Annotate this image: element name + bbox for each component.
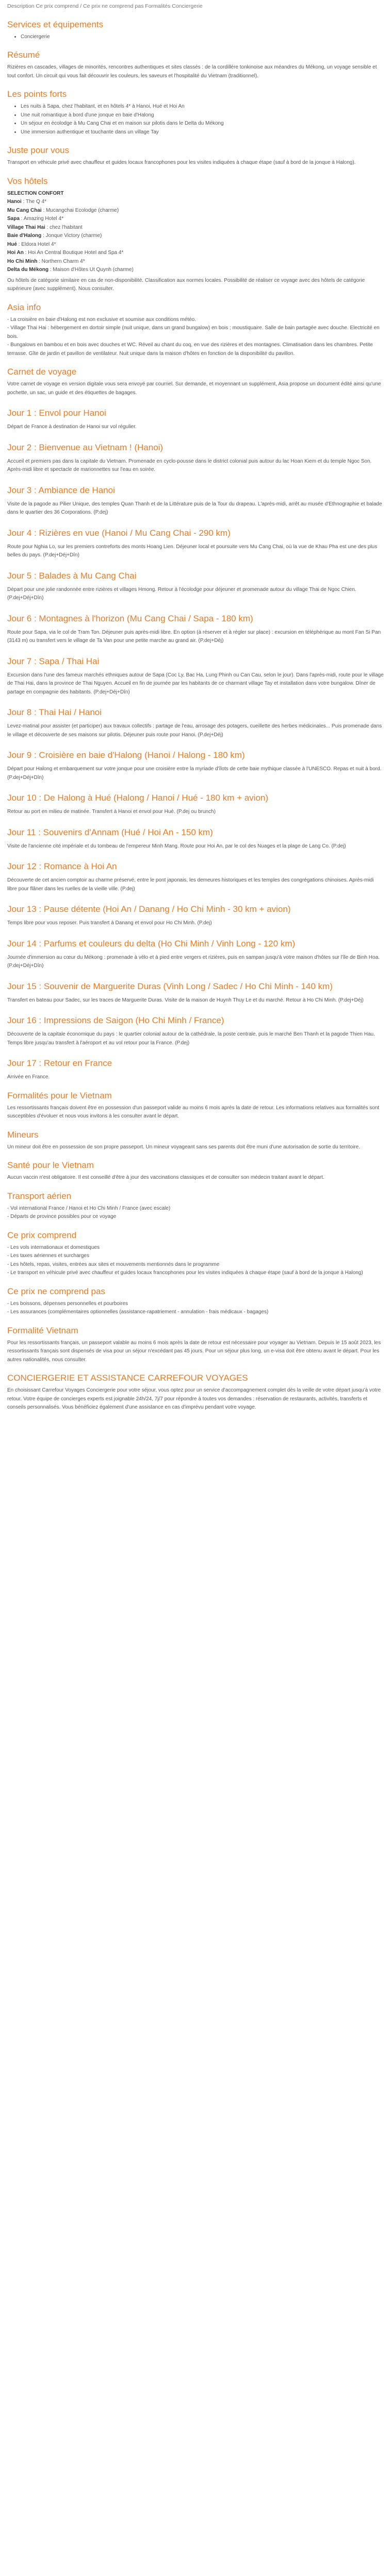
carnet-title: Carnet de voyage [7, 367, 77, 377]
conciergerie-text: En choisissant Carrefour Voyages Conciergerie pour votre séjour, vous optez pour un service d'accompagnement complet dès la veille de votre départ jusqu'à votre retour. Votre équipe de concierges experts est joignable 24h/24, 7j/7 pour répondre à toutes vos demandes : réservation de restaurants, activités, transferts et conseils personnalisés. Vous bénéficiez également d'une assistance en cas d'imprévu pendant votre voyage. [7, 1387, 381, 1410]
juste-title: Juste pour vous [7, 145, 70, 155]
day-section [7, 861, 384, 893]
point-item: • Une nuit romantique à bord d'une jonque en baie d'Halong [21, 111, 384, 120]
asia-list [7, 316, 384, 359]
day-section [7, 485, 384, 517]
hotel-line: Baie d'Halong : Jonque Victory (charme) [7, 233, 102, 239]
hotels-note: Ou hôtels de catégorie similaire en cas de non-disponibilité. Classification aux normes locales. Possibilité de réaliser ce voyage avec des hôtels de catégorie supérieure (avec supplément). Nous consulter. [7, 277, 365, 292]
conciergerie-title: CONCIERGERIE ET ASSISTANCE CARREFOUR VOYAGES [7, 1373, 248, 1383]
day-section [7, 613, 384, 646]
transport-title: Transport aérien [7, 1191, 72, 1201]
day-section [7, 827, 384, 851]
hotel-line: Hanoi : The Q 4* [7, 199, 46, 205]
formalite-vietnam-text: Pour les ressortissants français, un passeport valable au moins 6 mois après la date de retour est nécessaire pour voyager au Vietnam. Depuis le 15 août 2023, les ressortissants français sont dispensés de visa pour un séjour n'excédant pas 45 jours. Pour un séjour plus long, un e-visa doit être obtenu avant le départ. Pour les autres nationalités, nous consulter. [7, 1340, 381, 1363]
day-text: Accueil et premiers pas dans la capitale du Vietnam. Promenade en cyclo-pousse dans le district colonial puis autour du lac Hoan Kiem et du temple Ngoc Son. Après-midi libre et spectacle de marionnettes sur l'eau en soirée. [7, 458, 372, 472]
ne-comprend-item: - Les boissons, dépenses personnelles et pourboires [7, 1300, 128, 1307]
day-text: Route pour Nghia Lo, sur les premiers contreforts des monts Hoang Lien. Déjeuner local et poursuite vers Mu Cang Chai, où la vue de Khau Pha est une des plus belles du pays. (P.dej+Déj+Dîn) [7, 544, 378, 558]
day-section [7, 442, 384, 474]
day-title: Jour 10 : De Halong à Hué (Halong / Hanoi / Hué - 180 km + avion) [7, 793, 269, 803]
day-text: Départ pour Halong et embarquement sur votre jonque pour une croisière entre la myriade d'îlots de cette baie mythique classée à l'UNESCO. Repas et nuit à bord. (P.dej+Déj+Dîn) [7, 766, 382, 781]
hotels-block [7, 190, 384, 294]
day-title: Jour 15 : Souvenir de Marguerite Duras (Vinh Long / Sadec / Ho Chi Minh - 140 km) [7, 981, 333, 991]
asia-item: - Village Thai Hai : hébergement en dortoir simple (nuit unique, dans un grand bungalow) en bois ; moustiquaire. Salle de bain partagée avec douche. Electricité en bois. [7, 325, 380, 340]
sante-text: Aucun vaccin n'est obligatoire. Il est conseillé d'être à jour des vaccinations classiques et de consulter son médecin traitant avant le départ. [7, 1175, 324, 1180]
day-title: Jour 5 : Balades à Mu Cang Chai [7, 570, 137, 581]
transport-item: - Départs de province possibles pour ce voyage [7, 1214, 117, 1219]
ne-comprend-list [7, 1300, 384, 1317]
day-section [7, 570, 384, 603]
day-section [7, 528, 384, 560]
formalite-vietnam-title: Formalité Vietnam [7, 1325, 78, 1335]
point-item: • Les nuits à Sapa, chez l'habitant, et en hôtels 4* à Hanoi, Hué et Hoi An [21, 103, 384, 111]
day-title: Jour 6 : Montagnes à l'horizon (Mu Cang Chai / Sapa - 180 km) [7, 613, 253, 623]
day-section [7, 656, 384, 697]
day-text: Excursion dans l'une des fameux marchés ethniques autour de Sapa (Coc Ly, Bac Ha, Lung Phinh ou Can Cau, selon le jour). Dans l'après-midi, route pour le village de Thai Hai, dans la province de Thai Nguyen. Accueil en fin de journée par les habitants de ce charmant village Tay et installation dans votre bungalow. Dîner de partage en compagnie des habitants. (P.dej+Déj+Dîn) [7, 672, 384, 695]
day-section [7, 904, 384, 928]
hotels-header: SELECTION CONFORT [7, 190, 64, 196]
hotel-line: Ho Chi Minh : Northern Charm 4* [7, 258, 85, 264]
points-list [7, 103, 384, 137]
day-text: Découverte de cet ancien comptoir au charme préservé, entre le pont japonais, les demeures historiques et les temples des congrégations chinoises. Après-midi libre pour flâner dans les ruelles de la vieille ville. (P.dej) [7, 877, 374, 892]
day-title: Jour 4 : Rizières en vue (Hanoi / Mu Cang Chai - 290 km) [7, 528, 231, 538]
ne-comprend-title: Ce prix ne comprend pas [7, 1286, 105, 1296]
day-section [7, 1015, 384, 1047]
day-text: Route pour Sapa, via le col de Tram Ton. Déjeuner puis après-midi libre. En option (à réserver et à régler sur place) : excursion en téléphérique au mont Fan Si Pan (3143 m) ou transfert vers le village de Ta Van pour une petite marche au grand air. (P.dej+Déj) [7, 629, 381, 643]
day-title: Jour 8 : Thai Hai / Hanoi [7, 707, 102, 717]
comprend-title: Ce prix comprend [7, 1230, 77, 1240]
mineurs-title: Mineurs [7, 1129, 39, 1140]
day-section [7, 938, 384, 971]
carnet-text: Votre carnet de voyage en version digitale vous sera envoyé par courriel. Sur demande, et moyennant un supplément, Asia propose un document édité ainsi qu'une pochette, un sac, un guide et des étiquettes de bagages. [7, 381, 381, 396]
day-text: Journée d'immersion au cœur du Mékong : promenade à vélo et à pied entre vergers et rizières, puis en sampan jusqu'à votre maison d'hôtes sur l'île de Binh Hoa. (P.dej+Déj+Dîn) [7, 954, 380, 969]
comprend-item: - Le transport en véhicule privé avec chauffeur et guides locaux francophones pour les visites indiquées à chaque étape (sauf à bord de la jonque à Halong) [7, 1270, 363, 1276]
hotel-line: Mu Cang Chai : Mucangchai Ecolodge (charme) [7, 207, 119, 213]
hotel-line: Sapa : Amazing Hotel 4* [7, 216, 63, 222]
day-title: Jour 3 : Ambiance de Hanoi [7, 485, 115, 495]
day-section [7, 750, 384, 782]
asia-title: Asia info [7, 302, 41, 312]
day-section [7, 707, 384, 739]
transport-item: - Vol international France / Hanoi et Ho Chi Minh / France (avec escale) [7, 1205, 171, 1211]
hotel-line: Hué : Eldora Hotel 4* [7, 241, 56, 247]
day-text: Visite de la pagode au Pilier Unique, des temples Quan Thanh et de la Littérature puis de la Tour du drapeau. L'après-midi, arrêt au musée d'Ethnographie et balade dans le quartier des 36 Corporations. (P.dej) [7, 501, 382, 515]
comprend-item: - Les taxes aériennes et surcharges [7, 1253, 89, 1259]
day-title: Jour 1 : Envol pour Hanoi [7, 408, 106, 418]
ne-comprend-item: - Les assurances (complémentaires optionnelles (assistance-rapatriement - annulation - frais médicaux - bagages) [7, 1309, 269, 1315]
day-title: Jour 16 : Impressions de Saigon (Ho Chi Minh / France) [7, 1015, 224, 1025]
day-title: Jour 13 : Pause détente (Hoi An / Danang / Ho Chi Minh - 30 km + avion) [7, 904, 291, 914]
day-title: Jour 14 : Parfums et couleurs du delta (Ho Chi Minh / Vinh Long - 120 km) [7, 938, 296, 948]
services-title: Services et équipements [7, 19, 104, 29]
day-text: Départ pour une jolie randonnée entre rizières et villages Hmong. Retour à l'écolodge pour déjeuner et promenade autour du village Thai de Ngoc Chien. (P.dej+Déj+Dîn) [7, 586, 356, 601]
day-text: Découverte de la capitale économique du pays : le quartier colonial autour de la cathédrale, la poste centrale, puis le marché Ben Thanh et la pagode Thien Hau. Temps libre jusqu'au transfert à l'aéroport et au vol retour pour la France. (P.dej) [7, 1031, 375, 1046]
day-section [7, 408, 384, 432]
juste-text: Transport en véhicule privé avec chauffeur et guides locaux francophones pour les visites indiquées à chaque étape (sauf à bord de la jonque à Halong). [7, 160, 356, 165]
hotel-line: Delta du Mékong : Maison d'Hôtes Ut Quynh (charme) [7, 267, 134, 273]
formalites-title: Formalités pour le Vietnam [7, 1090, 112, 1100]
day-text: Visite de l'ancienne cité impériale et du tombeau de l'empereur Minh Mang. Route pour Hoi An, par le col des Nuages et la plage de Lang Co. (P.dej) [7, 843, 346, 849]
breadcrumb[interactable]: Description Ce prix comprend / Ce prix ne comprend pas Formalités Conciergerie [7, 3, 203, 9]
comprend-item: - Les vols internationaux et domestiques [7, 1244, 100, 1250]
point-item: • Un séjour en écolodge à Mu Cang Chai et en maison sur pilotis dans le Delta du Mékong [21, 120, 384, 128]
day-section [7, 1058, 384, 1082]
day-title: Jour 11 : Souvenirs d'Annam (Hué / Hoi An - 150 km) [7, 827, 213, 837]
service-item: • Conciergerie [21, 33, 384, 42]
day-title: Jour 12 : Romance à Hoi An [7, 861, 117, 871]
formalites-text: Les ressortissants français doivent être en possession d'un passeport valide au moins 6 mois après la date de retour. Les informations relatives aux formalités sont susceptibles d'évoluer et nous vous invitons à les consulter avant le départ. [7, 1105, 380, 1119]
resume-title: Résumé [7, 50, 40, 60]
mineurs-text: Un mineur doit être en possession de son propre passeport. Un mineur voyageant sans ses parents doit être muni d'une autorisation de sortie du territoire. [7, 1144, 360, 1150]
points-title: Les points forts [7, 89, 67, 99]
sante-title: Santé pour le Vietnam [7, 1160, 94, 1170]
hotels-title: Vos hôtels [7, 176, 48, 186]
day-text: Temps libre pour vous reposer. Puis transfert à Danang et envol pour Ho Chi Minh. (P.dej) [7, 920, 212, 926]
day-section [7, 981, 384, 1005]
day-title: Jour 2 : Bienvenue au Vietnam ! (Hanoi) [7, 442, 164, 452]
resume-text: Rizières en cascades, villages de minorités, rencontres authentiques et sites classés : de la cordillère tonkinoise aux méandres du Mékong, un voyage sensible et tout confort. Un circuit qui vous fait découvrir les couleurs, les saveurs et l'hospitalité du Vietnam (traditionnel). [7, 64, 377, 79]
day-text: Levez-matinal pour assister (et participer) aux travaux collectifs : partage de l'eau, arrosage des potagers, cueillette des herbes médicinales... Puis promenade dans le village et découverte de ses maisons sur pilotis. Déjeuner puis route pour Hanoi. (P.dej+Déj) [7, 723, 382, 738]
services-list [7, 33, 384, 42]
asia-item: - Bungalows en bambou et en bois avec douches et WC. Réveil au chant du coq, en vue des rizières et des montagnes. Climatisation dans les chambres. Petite terrasse. Gîte de jardin et pavillon de ventilateur. Nuit unique dans la maison d'hôtes en fonction de la disponibilité du pavillon. [7, 342, 373, 357]
asia-item: - La croisière en baie d'Halong est non exclusive et soumise aux conditions météo. [7, 316, 197, 323]
day-text: Retour au port en milieu de matinée. Transfert à Hanoi et envol pour Hué. (P.dej ou brunch) [7, 809, 216, 815]
point-item: • Une immersion authentique et touchante dans un village Tay [21, 128, 384, 137]
day-text: Départ de France à destination de Hanoi sur vol régulier. [7, 424, 137, 430]
day-title: Jour 9 : Croisière en baie d'Halong (Hanoi / Halong - 180 km) [7, 750, 245, 760]
comprend-list [7, 1244, 384, 1278]
comprend-item: - Les hôtels, repas, visites, entrées aux sites et mouvements mentionnés dans le programme [7, 1261, 220, 1267]
day-text: Arrivée en France. [7, 1074, 50, 1080]
hotel-line: Hoi An : Hoi An Central Boutique Hotel and Spa 4* [7, 250, 124, 256]
day-title: Jour 17 : Retour en France [7, 1058, 112, 1068]
day-text: Transfert en bateau pour Sadec, sur les traces de Marguerite Duras. Visite de la maison de Huynh Thuy Le et du marché. Retour à Ho Chi Minh. (P.dej+Déj) [7, 997, 364, 1003]
hotel-line: Village Thai Hai : chez l'habitant [7, 224, 83, 230]
day-title: Jour 7 : Sapa / Thai Hai [7, 656, 100, 666]
transport-list [7, 1205, 384, 1222]
day-section [7, 792, 384, 817]
